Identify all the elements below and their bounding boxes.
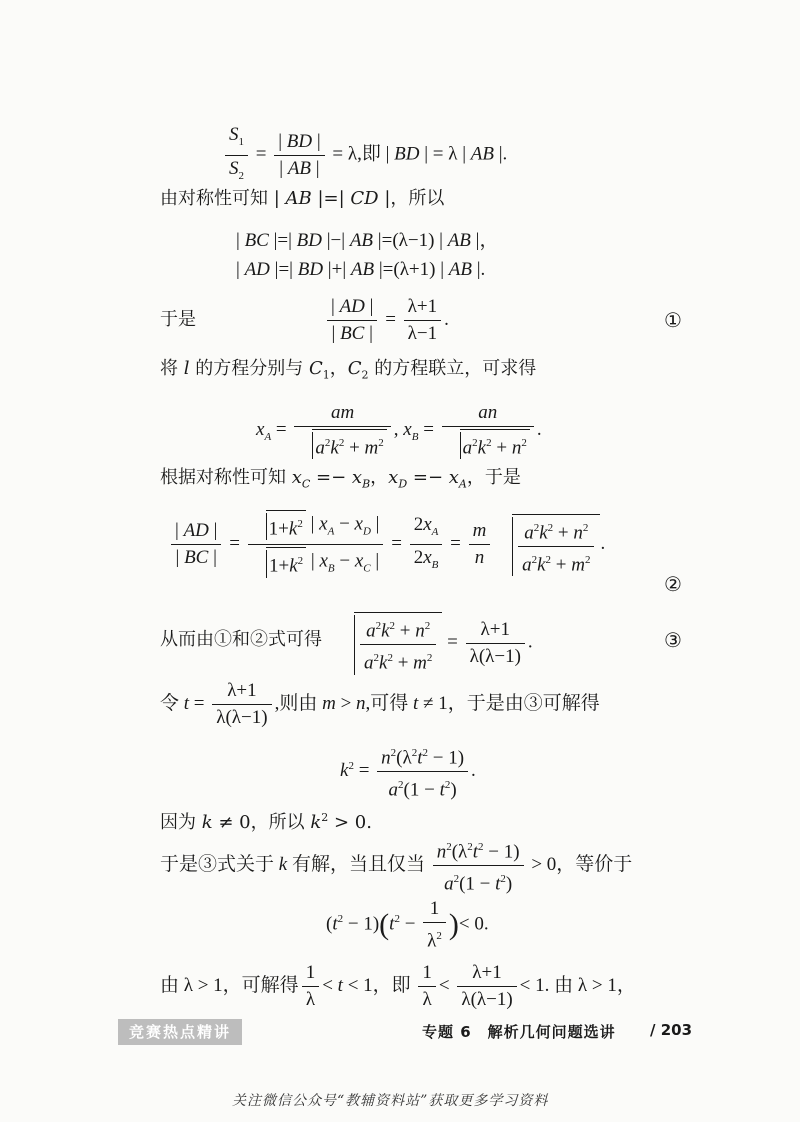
text-yushi: 于是 xyxy=(160,309,196,330)
text-symmetry: 由对称性可知 | AB |=| CD |，所以 xyxy=(160,188,445,209)
equation-xa-xb: $x_A$ = $\frac{am}{a^2k^2 + m^2}$ , $x_B$ = $\frac{an}{a^2k^2 + n^2}$ . xyxy=(256,402,542,459)
equation-k-squared: $k^2$ = $\frac{n^2(\lambda^2t^2 - 1)}{a^2(1 - t^2)}$ . xyxy=(340,742,476,802)
text-symmetry-x: 根据对称性可知 $x_C =- x_B$，$x_D =- x_A$，于是 xyxy=(160,467,521,491)
equation-3: $\frac{a^2k^2 + n^2}{a^2k^2 + m^2}$ = $\frac{\lambda+1}{\lambda(\lambda-1)}$ . xyxy=(340,612,533,675)
text-simultaneous: 将 l 的方程分别与 $C_1$，$C_2$ 的方程联立，可求得 xyxy=(160,358,537,382)
equation-ad-bc: $\frac{| AD |}{| BC |}$ = $\frac{\lambda+1}{\lambda-1}$ . xyxy=(324,296,449,345)
equation-ad: | AD |=| BD |+| AB |=(λ+1) | AB |. xyxy=(236,259,486,280)
text-has-solution: 于是③式关于 k 有解，当且仅当 $\frac{n^2(\lambda^2t^2 - 1)}{a^2(1 - t^2)}$ > 0，等价于 xyxy=(160,836,632,896)
chapter-title: 专题 6 解析几何问题选讲 xyxy=(422,1023,616,1041)
equation-ratio: $\frac{S_1}{S_2}$ = $\frac{| BD |}{| AB |}$ = λ,即 | BD | = λ | AB |. xyxy=(222,124,507,187)
equation-bc: | BC |=| BD |−| AB |=(λ−1) | AB |， xyxy=(236,230,499,251)
equation-long-ratio: $\frac{| AD |}{| BC |}$ = $\frac{1+k^2 | x_A - x_D |}{1+k^2 | x_B - x_C |}$ = $\frac{2x_A}{2x_B}$ = $\frac{m}{n}$ $\frac{a^2k^2 + n^2}{a^2k^2 + m^2}$ . xyxy=(168,510,605,580)
equation-label-2: ② xyxy=(664,572,682,596)
section-tag: 竞赛热点精讲 xyxy=(118,1019,242,1045)
equation-label-1: ① xyxy=(664,308,682,332)
text-let-t: 令 t = $\frac{\lambda+1}{\lambda(\lambda-1)}$ ,则由 m > n,可得 t ≠ 1，于是由③可解得 xyxy=(160,680,600,728)
text-from-1-2: 从而由①和②式可得 xyxy=(160,629,322,650)
text-k-nonzero: 因为 k ≠ 0，所以 $k^2 > 0$. xyxy=(160,811,372,833)
text-solve-t: 由 λ > 1，可解得 $\frac{1}{\lambda}$ < t < 1，即 $\frac{1}{\lambda}$ < $\frac{\lambda+1}{\lambda(\lambda-1)}$ < 1. 由 λ > 1， xyxy=(160,962,636,1010)
equation-label-3: ③ xyxy=(664,628,682,652)
watermark-text: 关注微信公众号“教辅资料站”获取更多学习资料 xyxy=(232,1093,549,1109)
page-number: / 203 xyxy=(650,1021,693,1039)
equation-inequality: $(t^2 - 1)(t^2$ − $\frac{1}{\lambda^2}$ )< 0. xyxy=(326,898,489,952)
